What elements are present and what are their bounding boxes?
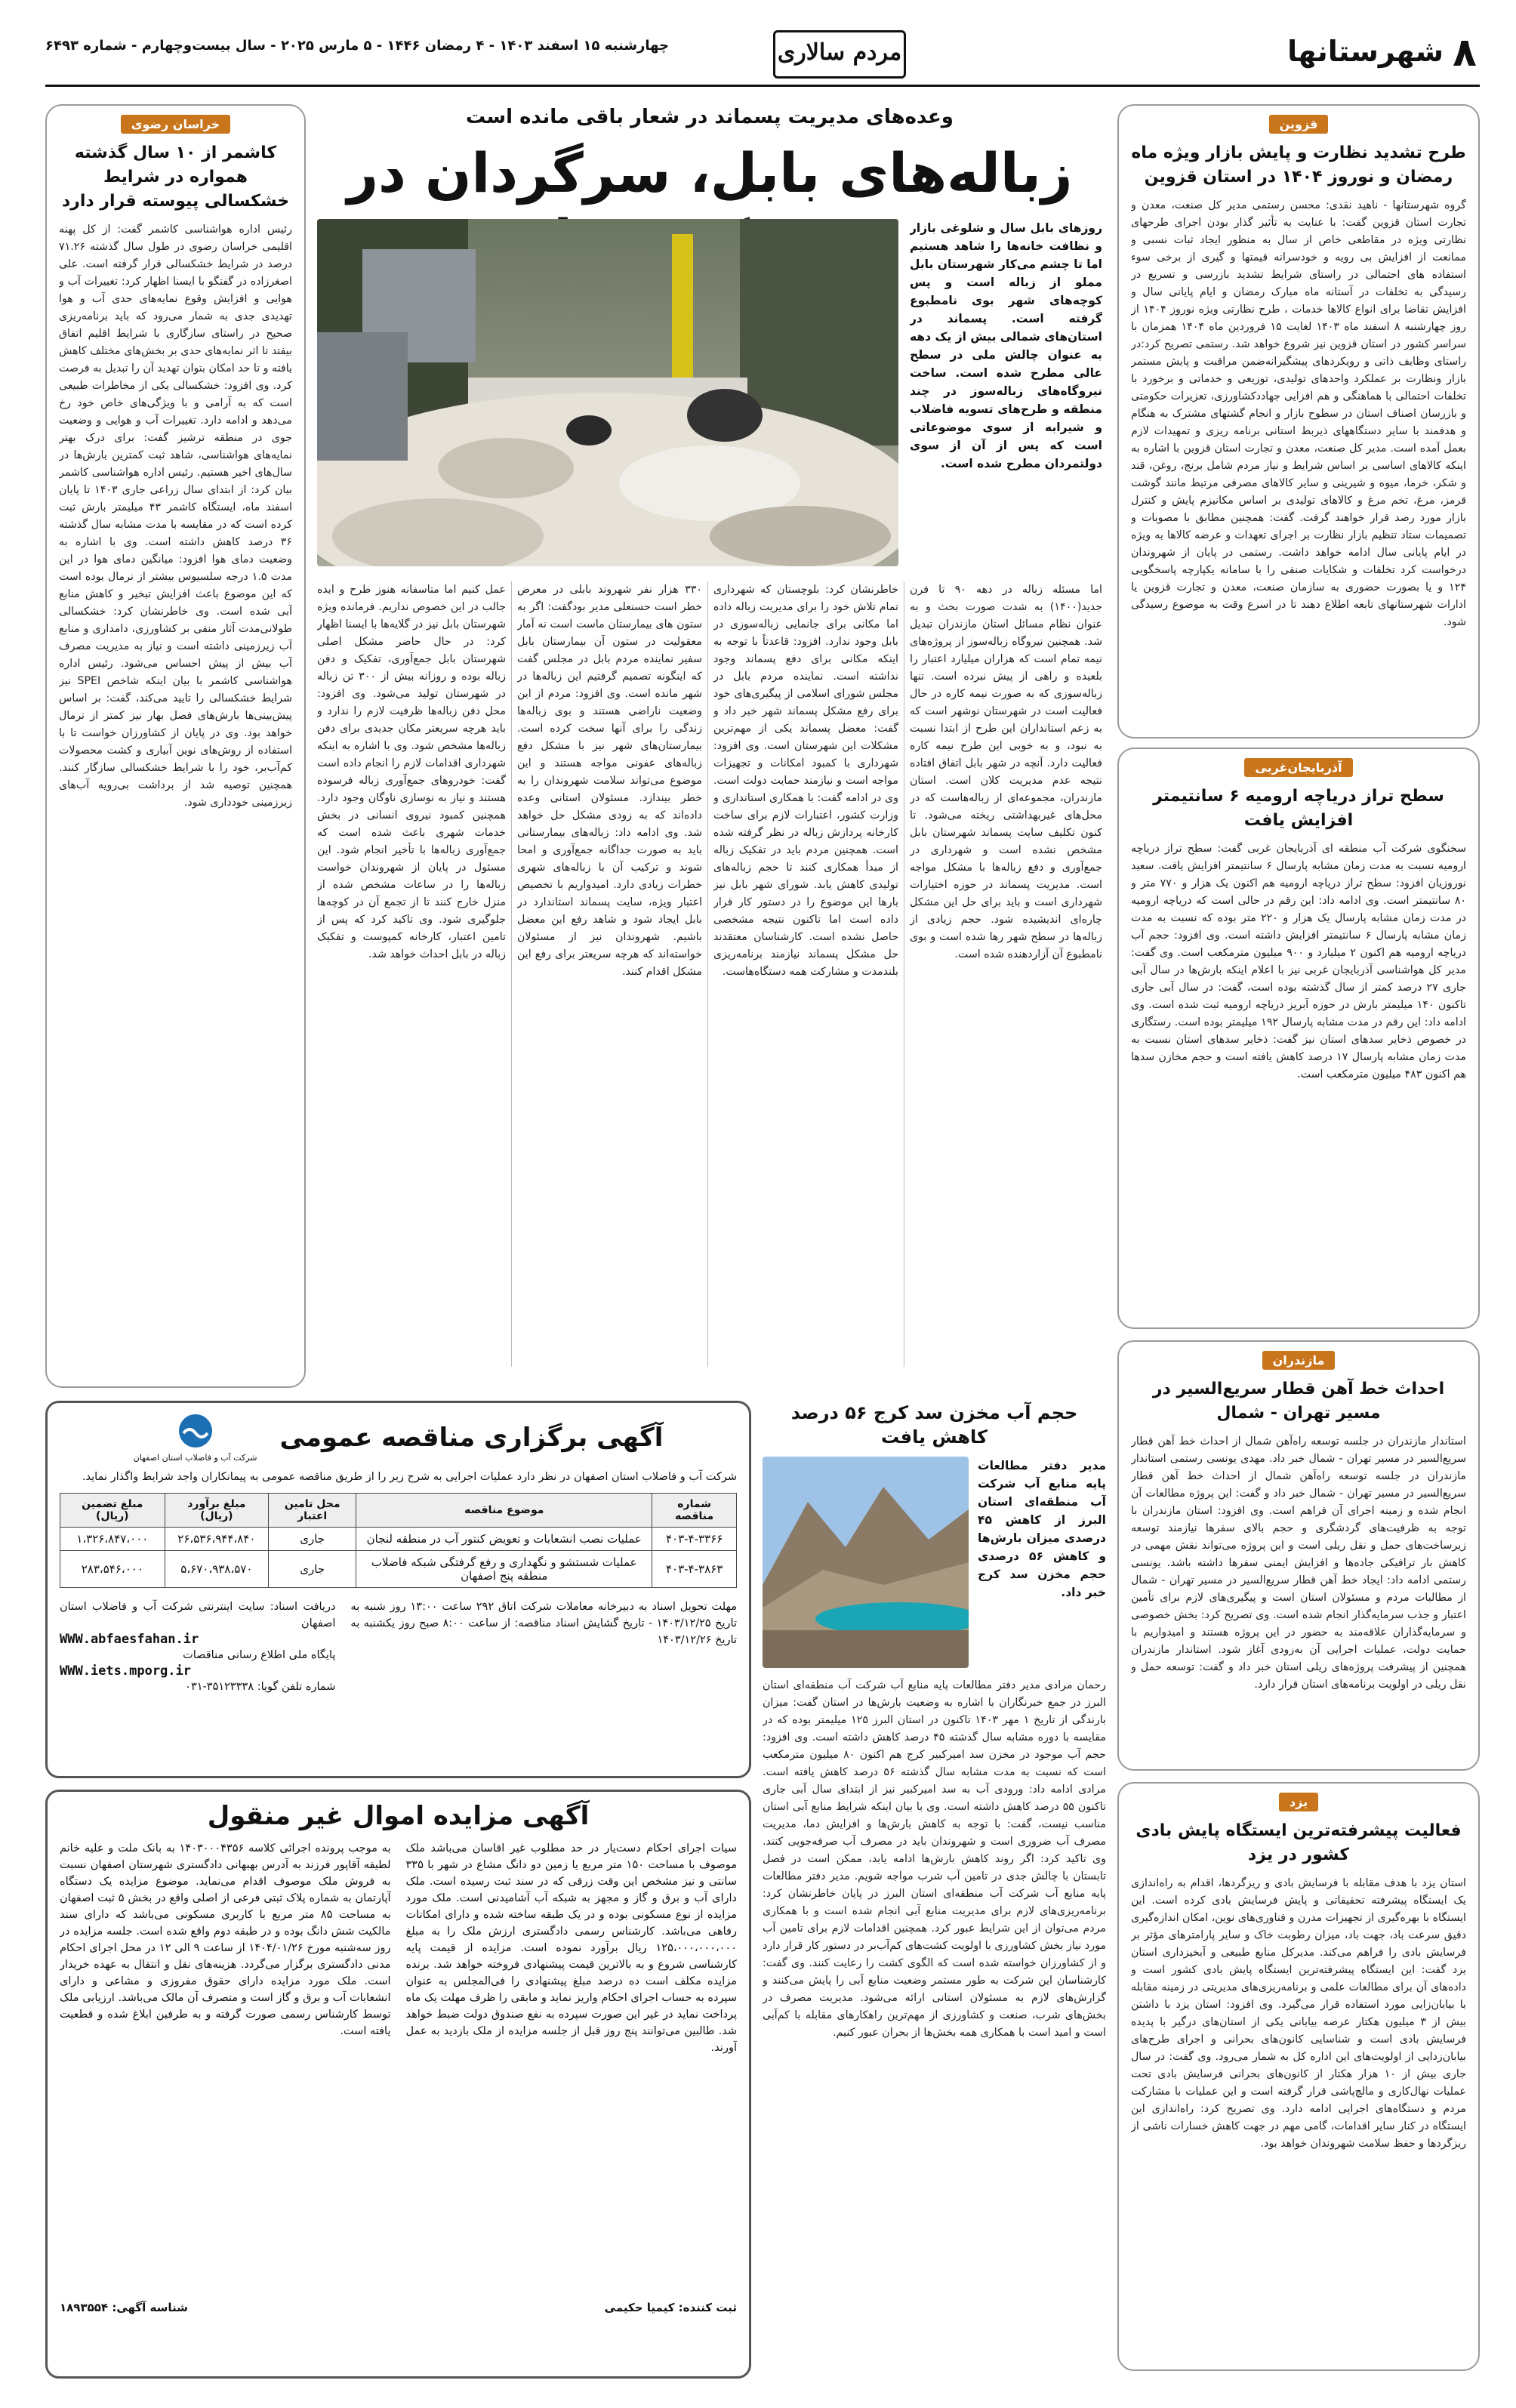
tender-footer: مهلت تحویل اسناد به دبیرخانه معاملات شرکت اتاق ۲۹۲ ساعت ۱۳:۰۰ روز شنبه به تاریخ ۱۴۰۳/۱۲/۲۵ - تاریخ گشایش اسناد مناقصه: از ساعت ۸:۰۰ صبح روز یکشنبه به تاریخ ۱۴۰۳/۱۲/۲۶ [350,1601,737,1646]
masthead [45,30,1480,83]
auction-signature: ثبت کننده: کیمیا حکیمی [604,2301,737,2314]
table-cell: ۲۶،۵۳۶،۹۴۴،۸۴۰ [165,1528,268,1551]
babol-col2: خاطرنشان کرد: بلوچستان که شهرداری تمام تلاش خود را برای مدیریت زباله داده اما مکانی برای جانمایی زباله‌سوزی در بابل وجود ندارد. افزود: قاعدتاً با توجه به اینکه مکانی برای دفع پسماند وجود نداشته است. نماینده مردم بابل در مجلس شورای اسلامی از پیگیری‌های خود برای رفع مشکل پسماند شهر خبر داد و گفت: معضل پسماند یکی از مهم‌ترین مشکلات این شهرستان است. وی افزود: شهرداری با کمبود امکانات و تجهیزات مواجه است و نیازمند حمایت دولت است. وی در ادامه گفت: با همکاری استانداری و وزارت کشور، اعتبارات لازم برای ساخت کارخانه پردازش زباله در نظر گرفته شده است. همچنین مردم باید در تفکیک زباله از مبدأ همکاری کنند تا حجم زباله‌های تولیدی کاهش یابد. شورای شهر بابل نیز بارها این موضوع را در دستور کار قرار داده است اما تاکنون نتیجه مشخصی حاصل نشده است. کارشناسان معتقدند حل مشکل پسماند نیازمند برنامه‌ریزی بلندمدت و مشارکت همه دستگاه‌هاست. [713,584,898,978]
page-section-title: شهرستانها [1287,35,1444,68]
garbage-photo [317,219,898,566]
babol-lead: روزهای بابل سال و شلوغی بازار و نظافت خانه‌ها را شاهد هستیم اما تا چشم می‌کار شهرستان بابل مملو از زباله است و پس کوچه‌های شهر بوی نامطبوع گرفته است. پسماند در استان‌های شمالی بیش از یک دهه به عنوان چالش ملی در سطح عالی مطرح شده است. ساخت نیروگاه‌های زباله‌سوز در چند منطقه و طرح‌های تسویه فاضلاب و شیرابه از سوی موضوعاتی است که پس از آن از سوی دولتمردان مطرح شده است. [910,221,1102,470]
header-rule [45,85,1480,87]
auction-ad [45,1790,751,2379]
table-cell: جاری [269,1528,356,1551]
table-row [60,1551,737,1588]
babol-col3: ۳۳۰ هزار نفر شهروند بابلی در معرض خطر است حسنعلی مدیر بودگفت: اگر به ستون های بیمارستان ماست است نه آمار معقولیت در ستون آن بیمارستان بابل سفیر نماینده مردم بابل در مجلس گفت که اینگونه تصمیم گرفتیم این زباله‌ها در شهر مانده است. وی افزود: مردم از این وضعیت ناراضی هستند و بوی زباله‌ها زندگی را برای آنها سخت کرده است. بیمارستان‌های شهر نیز با مشکل دفع زباله‌های عفونی مواجه هستند و این موضوع می‌تواند سلامت شهروندان را به خطر بیندازد. مسئولان استانی وعده داده‌اند که به زودی مشکل حل خواهد شد. وی ادامه داد: زباله‌های بیمارستانی باید به صورت جداگانه جمع‌آوری و امحا شوند و ترکیب آن با زباله‌های شهری خطرات زیادی دارد. امیدواریم با تخصیص اعتبار ویژه، سایت پسماند استاندارد در بابل ایجاد شود و شاهد رفع این معضل باشیم. شهروندان نیز از مسئولان خواسته‌اند که هرچه سریعتر برای رفع این مشکل اقدام کنند. [517,584,702,978]
table-cell: ۵،۶۷۰،۹۳۸،۵۷۰ [165,1551,268,1588]
table-cell: ۴۰۳-۴-۳۳۶۶ [652,1528,737,1551]
mazandaran-headline: احداث خط آهن قطار سریع‌السیر در مسیر تهران - شمال [1152,1380,1445,1423]
dam-body: رحمان مرادی مدیر دفتر مطالعات پایه منابع آب شرکت آب منطقه‌ای استان البرز در جمع خبرنگاران با اشاره به وضعیت بارش‌ها در استان گفت: میزان بارندگی از تاریخ ۱ مهر ۱۴۰۳ تاکنون در استان البرز ۱۲۵ میلیمتر بوده که در مقایسه با دوره مشابه سال گذشته ۴۵ درصد کاهش داشته است. وی افزود: حجم آب موجود در مخزن سد امیرکبیر کرج هم اکنون ۸۰ میلیون مترمکعب است که نسبت به مدت مشابه سال گذشته ۵۶ درصد کاهش یافته است. مرادی ادامه داد: ورودی آب به سد امیرکبیر نیز از ابتدای سال آبی جاری تاکنون ۵۵ درصد کاهش داشته است. وی با بیان اینکه شرایط منابع آبی استان مناسب نیست، گفت: با توجه به کاهش بارش‌ها و افزایش دما، مدیریت مصرف آب ضروری است و شهروندان باید در مصرف آب صرفه‌جویی کنند. وی تاکید کرد: اگر روند کاهش بارش‌ها ادامه یابد، ممکن است در فصل تابستان با چالش جدی در تامین آب شرب مواجه شویم. مدیر دفتر مطالعات پایه منابع آب شرکت آب منطقه‌ای استان البرز در پایان خاطرنشان کرد: برنامه‌ریزی‌های لازم برای مدیریت منابع آبی انجام شده است و با همکاری مردم می‌توان از این شرایط عبور کرد. همچنین اقدامات لازم برای تامین آب مورد نیاز بخش کشاورزی با اولویت کشت‌های کم‌آب‌بر در دستور کار قرار دارد و از کشاورزان خواسته شده است که الگوی کشت را رعایت کنند. وی گفت: کارشناسان این شرکت به طور مستمر وضعیت منابع آبی را پایش می‌کنند و گزارش‌های لازم به مسئولان استانی ارائه می‌شود. مدیریت مصرف در بخش‌های شرب، صنعت و کشاورزی از مهم‌ترین راهکارهای مقابله با کم‌آبی است و امید است با همکاری همه بخش‌ها از بحران عبور کنیم. [763,1679,1106,2039]
tender-ad-title: آگهی برگزاری مناقصه عمومی [279,1422,664,1453]
babol-col1: اما مسئله زباله در دهه ۹۰ تا فرن جدید(۱۴۰۰) به شدت صورت بحث و به عنوان نظام مسائل استان مازندران تبدیل شد. همچنین نیروگاه زباله‌سوز از پروژه‌های نیمه تمام است که هزاران میلیارد اعتبار را بلعیده و راهی از پیش نبرده است. تنها زباله‌سوزی که به صورت نیمه کاره در حال فعالیت است در شهرستان نوشهر است که به زعم استانداران این طرح از ابتدا نسبت به نبود، و به خوبی این طرح نیمه کاره فعالیت دارد. آنچه در شهر بابل اتفاق افتاده نتیجه عدم مدیریت کلان است. استان مازندران، مجموعه‌ای از زباله‌هاست که در محل‌های غیربهداشتی ریخته می‌شود. تا کنون تکلیف سایت پسماند شهرستان بابل مشخص نشده است و شهرداری در جمع‌آوری و دفع زباله‌ها با مشکل مواجه است. مدیریت پسماند در حوزه اختیارات شهرداری است و باید برای حل این مشکل چاره‌ای اندیشیده شود. حجم زیادی از زباله‌ها در سطح شهر رها شده است و بوی نامطبوع آن آزاردهنده شده است. [910,584,1102,960]
newspaper-logo: مردم سالاری [773,30,906,79]
mazandaran-body: استاندار مازندران در جلسه توسعه راه‌آهن شمال از احداث خط آهن قطار سریع‌السیر در مسیر تهران - شمال خبر داد. مهدی یونسی رستمی استاندار مازندران در جلسه توسعه راه‌آهن شمال از احداث خط آهن قطار سریع‌السیر در مسیر تهران - شمال خبر داد و گفت: این پروژه مطالعات آن انجام شده و زمینه اجرای آن فراهم است. وی افزود: استان مازندران با توجه به ظرفیت‌های گردشگری و حجم بالای سفرها نیازمند توسعه زیرساخت‌های حمل و نقل ریلی است و این پروژه می‌تواند نقش مهمی در کاهش بار ترافیکی جاده‌ها و افزایش ایمنی سفرها داشته باشد. یونسی رستمی ادامه داد: ایجاد خط آهن قطار سریع‌السیر در مسیر تهران - شمال از مطالبات مردم و مسئولان استان است و پیگیری‌های لازم برای تأمین اعتبار و جذب سرمایه‌گذار انجام شده است. وی تصریح کرد: بخش خصوصی و سرمایه‌گذاران علاقه‌مند به حضور در این پروژه هستند و امیدواریم با حمایت دولت، عملیات اجرایی آن به‌زودی آغاز شود. استاندار مازندران همچنین از پیشرفت پروژه‌های ریلی استان خبر داد و گفت: توسعه حمل و نقل ریلی در اولویت برنامه‌های استان قرار دارد. [1131,1435,1466,1691]
table-cell: ۴۰۳-۴-۳۸۶۳ [652,1551,737,1588]
tender-national-link[interactable]: WWW.iets.mporg.ir [60,1663,191,1679]
dam-article [763,1401,1106,2375]
auction-text-left: به موجب پرونده اجرائی کلاسه ۱۴۰۳۰۰۰۴۳۵۶ به بانک ملت و علیه خانم لطیفه آقاپور فرزند به آدرس بهبهانی دادگستری شهرستان اصفهان نسبت به فروش ملک موصوف اقدام می‌نماید. موضوع مزایده یک دستگاه آپارتمان به شماره پلاک ثبتی فرعی از اصلی واقع در بخش ۵ ثبت اصفهان به مساحت ۸۵ متر مربع با کاربری مسکونی می‌باشد که دارای سند مالکیت شش دانگ بوده و در طبقه دوم واقع شده است. جلسه مزایده در روز سه‌شنبه مورخ ۱۴۰۴/۰۱/۲۶ از ساعت ۹ الی ۱۲ در محل اجرای احکام مدنی دادگستری برگزار می‌گردد. هزینه‌های نقل و انتقال به عهده خریدار است. ملک مورد مزایده دارای حقوق مفروزی و مشاعی و دارای انشعابات آب و برق و گاز است و متصرف آن مالک می‌باشد. ارزیابی ملک توسط کارشناس رسمی صورت گرفته و به طرفین ابلاغ شده و قطعیت یافته است. [60,1842,391,2037]
tender-intro: شرکت آب و فاضلاب استان اصفهان در نظر دارد عملیات اجرایی به شرح زیر را از طریق مناقصه عمومی به پیمانکاران واجد شرایط واگذار نماید. [82,1471,737,1483]
tender-org: شرکت آب و فاضلاب استان اصفهان [133,1453,257,1463]
column-divider [511,581,512,1367]
khorasan-tag: خراسان رضوی [121,115,230,134]
yazd-article [1117,1782,1480,2371]
auction-ad-title: آگهی مزایده اموال غیر منقول [207,1801,590,1831]
azarbaijan-article [1117,748,1480,1329]
khorasan-article [45,104,306,1388]
column-divider [707,581,708,1367]
tender-site-label: دریافت اسناد: سایت اینترنتی شرکت آب و فاضلاب استان اصفهان [60,1601,336,1629]
tender-national-label: پایگاه ملی اطلاع رسانی مناقصات [183,1649,336,1661]
tender-col-header: موضوع مناقصه [356,1494,652,1528]
karaj-dam-image [763,1457,969,1668]
azarbaijan-headline: سطح تراز دریاچه ارومیه ۶ سانتیمتر افزایش یافت [1153,787,1444,830]
khorasan-body: رئیس اداره هواشناسی کاشمر گفت: از کل پهنه اقلیمی خراسان رضوی در طول سال گذشته ۷۱.۲۶ درصد در شرایط خشکسالی قرار گرفته است. علی اصغرزاده در گفتگو با ایسنا اظهار کرد: تغییرات آب و هوایی و افزایش وقوع نمایه‌های حدی آب و هوا تهدیدی جدی به شمار می‌رود که باید برنامه‌ریزی صحیح در راستای سازگاری با شرایط اقلیم اتفاق بیفتد تا اثر نمایه‌های حدی بر بخش‌های مختلف کاهش یافته و تا حد امکان بتوان تهدید آن را تبدیل به فرصت کرد. وی افزود: خشکسالی یکی از مخاطرات طبیعی است که به آرامی و با ویژگی‌های خاص خود رخ می‌دهد و ادامه دارد. تغییرات آب و هوایی و وضعیت جوی در منطقه ترشیز گفت: برای درک بهتر نمایه‌های هواشناسی، شاهد ثبت کمترین بارش‌ها در سال‌های اخیر هستیم. رئیس اداره هواشناسی کاشمر بیان کرد: از ابتدای سال زراعی جاری ۱۴۰۳ تا پایان اسفند ماه، ایستگاه کاشمر ۴۳ میلیمتر بارش ثبت کرده است که در مقایسه با مدت مشابه سال گذشته ۳۶ درصد کاهش داشته است. وی با اشاره به وضعیت دمای هوا افزود: میانگین دمای هوا در این مدت ۱.۵ درجه سلسیوس بیشتر از نرمال بوده است که این موضوع باعث افزایش تبخیر و کاهش منابع آبی شده است. وی خاطرنشان کرد: خشکسالی طولانی‌مدت آثار منفی بر کشاورزی، دامداری و منابع آب زیرزمینی داشته است و نیاز به مدیریت مصرف آب بیش از پیش احساس می‌شود. رئیس اداره هواشناسی کاشمر با بیان اینکه شاخص SPEI نیز شرایط خشکسالی را تایید می‌کند، گفت: بر اساس پیش‌بینی‌ها بارش‌های فصل بهار نیز کمتر از نرمال خواهد بود. وی در پایان از کشاورزان خواست تا با استفاده از روش‌های نوین آبیاری و کشت محصولات کم‌آب‌بر، خود را با شرایط خشکسالی سازگار کنند. همچنین توصیه شد از برداشت بی‌رویه آب‌های زیرزمینی خودداری شود. [59,224,292,809]
auction-id: شناسه آگهی: ۱۸۹۳۵۵۴ [60,2301,188,2314]
water-company-logo [134,1412,257,1463]
yazd-tag: یزد [1279,1793,1318,1811]
tender-site-link[interactable]: WWW.abfaesfahan.ir [60,1632,199,1647]
table-row [60,1528,737,1551]
babol-kicker: وعده‌های مدیریت پسماند در شعار باقی مانده است [466,106,954,128]
mazandaran-article [1117,1340,1480,1771]
azarbaijan-body: سخنگوی شرکت آب منطقه ای آذربایجان غربی گفت: سطح تراز دریاچه ارومیه نسبت به مدت زمان مشابه پارسال ۶ سانتیمتر افزایش یافت. سعید نوروزیان افزود: سطح تراز دریاچه ارومیه هم اکنون یک هزار و ۷۷۰ متر و ۸۰ سانتیمتر است. وی ادامه داد: این رقم در حالی است که دریاچه ارومیه در مدت زمان مشابه پارسال یک هزار و ۲۲۰ متر بوده که نسبت به مدت زمان مشابه پارسال ۶ سانتیمتر افزایش داشته است. وی افزود: حجم آب دریاچه ارومیه هم اکنون ۲ میلیارد و ۹۰۰ میلیون مترمکعب است. وی گفت: مدیر کل هواشناسی آذربایجان غربی نیز با اعلام اینکه بارش‌ها در سال آبی جاری ۲۷ درصد کمتر از سال گذشته بوده است، گفت: در سال آبی جاری تاکنون ۱۴۰ میلیمتر بارش در حوزه آبریز دریاچه ارومیه ثبت شده است. وی ادامه داد: این رقم در مدت مشابه پارسال ۱۹۲ میلیمتر بوده است. رستگاری در خصوص ذخایر سدهای استان نیز گفت: ذخایر سدهای استان نسبت به مدت زمان مشابه پارسال ۱۷ درصد کاهش یافته است و حجم مخازن سدها هم اکنون ۴۸۳ میلیون مترمکعب است. [1131,843,1466,1081]
tender-col-header: مبلغ تضمین (ریال) [60,1494,165,1528]
dam-headline: حجم آب مخزن سد کرج ۵۶ درصد کاهش یافت [790,1402,1078,1448]
babol-headline: زباله‌های بابل، سرگردان در [347,141,1073,205]
dam-photo [763,1457,969,1668]
table-cell: عملیات شستشو و نگهداری و رفع گرفتگی شبکه فاضلاب منطقه پنج اصفهان [356,1551,652,1588]
tender-ad [45,1401,751,1778]
tender-col-header: شماره مناقصه [652,1494,737,1528]
water-drop-icon [173,1412,218,1450]
qazvin-tag: قزوین [1269,115,1329,134]
page-number: ۸ [1453,30,1477,76]
auction-text-right: سیات اجرای احکام دست‌یار در حد مطلوب غیر اقاسان می‌باشد ملک موصوف با مساحت ۱۵۰ متر مربع یا زمین دو دانگ مشاع در شهر با ۳۳۵ سانتی و نیز مشخص این وقت زرقی که در سند ثبت رسیده است. ملک دارای آب و برق و گاز و مجهز به شبکه آب آشامیدنی است. ملک مورد مزایده از نوع مسکونی بوده و در یک طبقه ساخته شده و دارای امکانات رفاهی می‌باشد. کارشناس رسمی دادگستری ارزش ملک را به مبلغ ۱۲۵،۰۰۰،۰۰۰،۰۰۰ ریال برآورد نموده است. مزایده از قیمت پایه کارشناسی شروع و به بالاترین قیمت پیشنهادی فروخته خواهد شد. برنده مزایده مکلف است ده درصد مبلغ پیشنهادی را فی‌المجلس به عنوان سپرده به حساب اجرای احکام واریز نماید و مابقی را ظرف مهلت یک ماه پرداخت نماید در غیر این صورت سپرده به نفع صندوق دولت ضبط خواهد شد. طالبین می‌توانند پنج روز قبل از جلسه مزایده از ملک بازدید به عمل آورند. [405,1842,737,2054]
tender-col-header: مبلغ برآورد (ریال) [165,1494,268,1528]
yazd-body: استان یزد با هدف مقابله با فرسایش بادی و ریزگردها، اقدام به راه‌اندازی یک ایستگاه پیشرفته تحقیقاتی و پایش فرسایش بادی کرده است. این ایستگاه با بهره‌گیری از تجهیزات مدرن و فناوری‌های نوین، امکان اندازه‌گیری دقیق سرعت باد، جهت باد، میزان رطوبت خاک و سایر پارامترهای مؤثر بر فرسایش بادی را فراهم می‌کند. مدیرکل منابع طبیعی و آبخیزداری استان یزد گفت: این ایستگاه پیشرفته‌ترین ایستگاه پایش بادی کشور است و داده‌های آن برای مطالعات علمی و برنامه‌ریزی‌های مدیریتی در زمینه مقابله با بیابان‌زایی مورد استفاده قرار می‌گیرد. وی افزود: استان یزد با داشتن بیش از ۳ میلیون هکتار عرصه بیابانی یکی از استان‌های درگیر با پدیده فرسایش بادی است و شناسایی کانون‌های بحرانی و اجرای طرح‌های بیابان‌زدایی از اولویت‌های این اداره کل به شمار می‌رود. وی گفت: در سال جاری بیش از ۱۰ هزار هکتار از کانون‌های بحرانی فرسایش بادی تحت عملیات نهال‌کاری و مالچ‌پاشی قرار گرفته است و این عملیات با مشارکت مردم و دستگاه‌های اجرایی ادامه دارد. وی تصریح کرد: راه‌اندازی این ایستگاه در کنار سایر اقدامات، گامی مهم در جهت کاهش خسارات ناشی از ریزگردها و حفظ سلامت شهروندان خواهد بود. [1131,1877,1466,2150]
babol-col4: عمل کنیم اما متاسفانه هنوز طرح و ایده جالب در این خصوص نداریم. فرمانده ویژه شهرستان بابل نیز در گلایه‌ها با ایسنا اظهار کرد: در حال حاضر مشکل اصلی شهرستان بابل جمع‌آوری، تفکیک و دفن زباله بوده و روزانه بیش از ۳۰۰ تن زباله در شهرستان تولید می‌شود. وی افزود: محل دفن زباله‌ها ظرفیت لازم را ندارد و باید هرچه سریعتر مکان جدیدی برای دفن زباله‌ها مشخص شود. وی با اشاره به اینکه شهرداری اقدامات لازم را انجام داده است گفت: خودروهای جمع‌آوری زباله فرسوده هستند و نیاز به نوسازی ناوگان وجود دارد. همچنین کمبود نیروی انسانی در بخش خدمات شهری باعث شده است که جمع‌آوری زباله‌ها با تأخیر انجام شود. این مسئول در پایان از شهروندان خواست زباله‌ها را در ساعات مشخص شده از منزل خارج کنند تا از تجمع آن در کوچه‌ها جلوگیری شود. وی تاکید کرد که پس از تامین اعتبار، کارخانه کمپوست و تفکیک زباله در بابل احداث خواهد شد. [317,584,506,960]
azarbaijan-tag: آذربایجان‌غربی [1244,758,1352,777]
tender-table [60,1493,737,1588]
dateline: چهارشنبه ۱۵ اسفند ۱۴۰۳ - ۴ رمضان ۱۴۴۶ - ۵ مارس ۲۰۲۵ - سال بیست‌وچهارم - شماره ۶۴۹۳ [45,38,670,54]
garbage-street-image [317,219,898,566]
qazvin-body: گروه شهرستانها - ناهید نقدی: محسن رستمی مدیر کل صنعت، معدن و تجارت استان قزوین گفت: با عنایت به تأثیر گذار بودن اجرای طرحهای نظارتی ویژه در مقاطعی خاص از سال به منظور ایجاد ثبات نسبی و ممانعت از افزایش بی رویه و خودسرانه قیمتها و گیری از برخی سوء استفاده های احتمالی در راستای شرایط تشدید بازرسی و تسریع در رسیدگی به تخلفات در آستانه ماه مبارک رمضان و ایام پایانی سال و افزایش تقاضا برای انواع کالاها خدمات ، طرح نظارتی ویژه نوروز ۱۴۰۴ از روز چهارشنبه ۸ اسفند ماه ۱۴۰۳ لغایت ۱۵ فروردین ماه ۱۴۰۴ همزمان با سراسر کشور در استان قزوین نیز شروع خواهد شد. رستمی تصریح کرد:در راستای وظایف ذاتی و رویکردهای پیشگیرانه‌ضمن مراقبت و پایش مستمر بازار ونظارت بر عملکرد واحدهای تولیدی، توزیعی و خدماتی و برخورد با تخلفات احتمالی با هماهنگی و هم افزایی جهاددکشاورزی، تعزیرات حکومتی و بازرسان اصناف استان در سطوح بازار و انجام گشتهای مشترک به هنگام و هدفمند با سایر دستگاههای ذیربط استانی برنامه ریزی و تمهیدات لازم بعمل آمده است. مدیر کل صنعت، معدن و تجارت استان قزوین با اشاره به اینکه کالاهای اساسی بر اساس شرایط و نیاز مردم شامل برنج، روغن، قند و شکر، خرما، میوه و شیرینی و سایر کالاهای مصرفی مرتبط مانند گوشت قرمز، مرغ، تخم مرغ و کالاهای تولیدی بر اساس مکانیزم پایش و کنترل بازار مورد رصد قرار خواهند گرفت. گفت: همچنین مطابق با مصوبات و تصمیمات ستاد تنظیم بازار نظارت بر اجرای تعهدات و عرضه کالاها به ویژه در ایام پایانی سال ادامه خواهد داشت. رستمی در پایان از شهروندان درخواست کرد تخلفات و شکایات صنفی را با سامانه یکپارچه پاسخگویی ۱۲۴ و یا بصورت حضوری به سازمان صنعت، معدن و تجارت قزوین یا ادارات شهرستانهای تابعه اطلاع دهند تا در اسرع وقت به موضوع رسیدگی شود. [1131,199,1466,628]
tender-phone: شماره تلفن گویا: ۳۵۱۲۳۳۳۸-۰۳۱ [185,1681,336,1693]
tender-contacts [60,1599,335,1695]
table-cell: ۲۸۳،۵۴۶،۰۰۰ [60,1551,165,1588]
yazd-headline: فعالیت پیشرفته‌ترین ایستگاه پایش بادی کشور در یزد [1135,1821,1462,1864]
khorasan-headline: کاشمر از ۱۰ سال گذشته همواره در شرایط خشکسالی پیوسته قرار دارد [61,143,290,211]
table-cell: ۱،۳۲۶،۸۴۷،۰۰۰ [60,1528,165,1551]
table-cell: عملیات نصب انشعابات و تعویض کنتور آب در منطقه لنجان [356,1528,652,1551]
mazandaran-tag: مازندران [1262,1351,1336,1370]
qazvin-article [1117,104,1480,738]
qazvin-headline: طرح تشدید نظارت و پایش بازار ویژه ماه رمضان و نوروز ۱۴۰۴ در استان قزوین [1131,143,1466,187]
tender-col-header: محل تامین اعتبار [269,1494,356,1528]
table-cell: جاری [269,1551,356,1588]
dam-lead: مدیر دفتر مطالعات پایه منابع آب شرکت آب منطقه‌ای استان البرز از کاهش ۴۵ درصدی میزان بارش‌ها و کاهش ۵۶ درصدی حجم مخزن سد کرج خبر داد. [978,1459,1106,1599]
